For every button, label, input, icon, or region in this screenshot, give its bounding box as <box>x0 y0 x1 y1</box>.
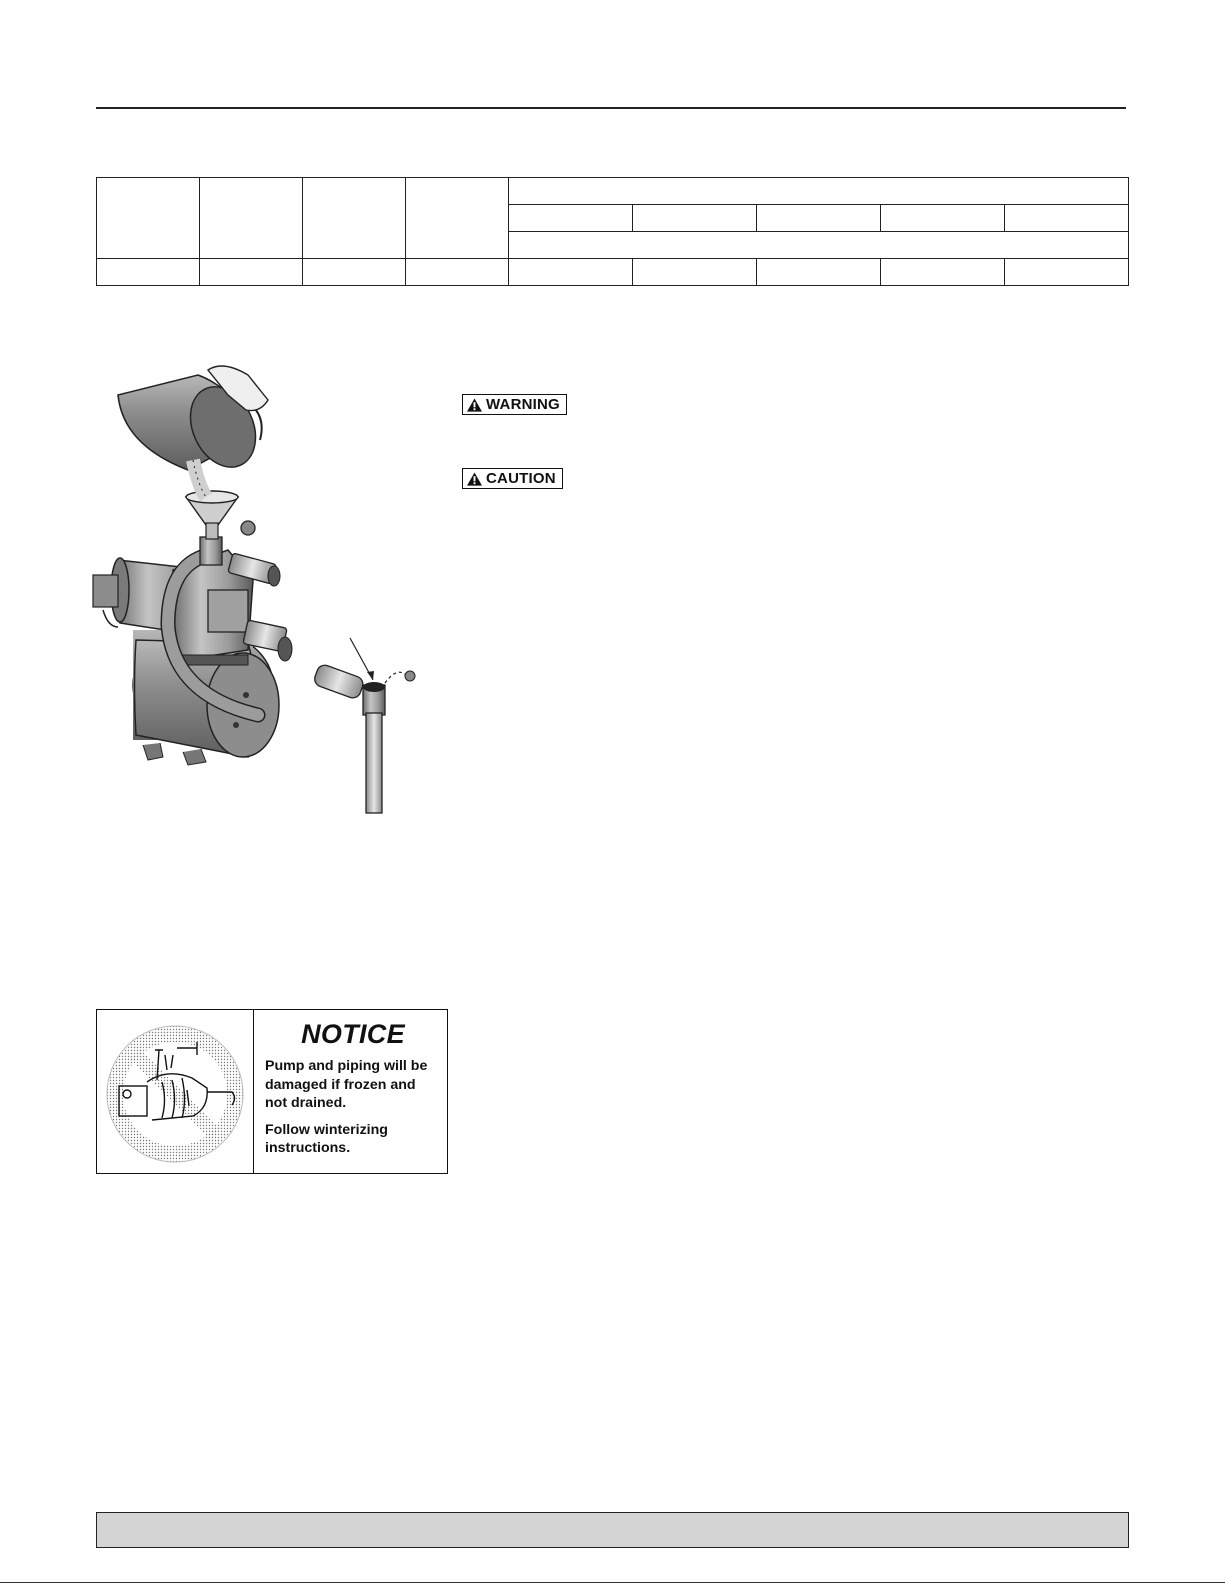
no-freeze-prohibition-icon <box>97 1010 253 1173</box>
table-row <box>97 259 1129 286</box>
table-cell <box>757 259 881 286</box>
bottom-rule <box>0 1582 1225 1583</box>
caution-label: CAUTION <box>486 470 556 487</box>
warning-badge <box>462 394 567 415</box>
footer-bar <box>96 1512 1129 1548</box>
table-subheader-cell <box>1005 205 1129 232</box>
spec-table <box>96 177 1129 286</box>
freeze-notice <box>96 1009 448 1174</box>
table-cell <box>1005 259 1129 286</box>
table-cell <box>303 259 406 286</box>
warning-triangle-icon <box>467 472 482 486</box>
table-cell <box>633 259 757 286</box>
table-subheader-cell <box>509 205 633 232</box>
priming-pump-illustration <box>88 365 433 830</box>
table-units-cell <box>509 232 1129 259</box>
table-header-cell <box>200 178 303 259</box>
table-subheader-cell <box>757 205 881 232</box>
table-cell <box>406 259 509 286</box>
notice-damage-text: Pump and piping will be damaged if frozen and not drained. <box>265 1058 428 1111</box>
water-bucket <box>118 366 268 497</box>
table-subheader-cell <box>881 205 1005 232</box>
notice-instructions-text: Follow winterizing instructions. <box>265 1121 388 1156</box>
well-pipe-detail <box>312 638 415 813</box>
table-cell <box>200 259 303 286</box>
table-header-cell <box>406 178 509 259</box>
caution-badge <box>462 468 563 489</box>
table-subheader-cell <box>633 205 757 232</box>
notice-graphic <box>97 1010 254 1173</box>
table-header-row <box>97 178 1129 205</box>
warning-triangle-icon <box>467 398 482 412</box>
table-cell <box>881 259 1005 286</box>
table-cell <box>509 259 633 286</box>
pipe-plug <box>241 521 255 535</box>
notice-title: NOTICE <box>301 1019 405 1049</box>
table-header-cell <box>303 178 406 259</box>
table-cell <box>97 259 200 286</box>
table-group-header-cell <box>509 178 1129 205</box>
top-rule <box>96 107 1126 109</box>
warning-label: WARNING <box>486 396 560 413</box>
table-header-cell <box>97 178 200 259</box>
